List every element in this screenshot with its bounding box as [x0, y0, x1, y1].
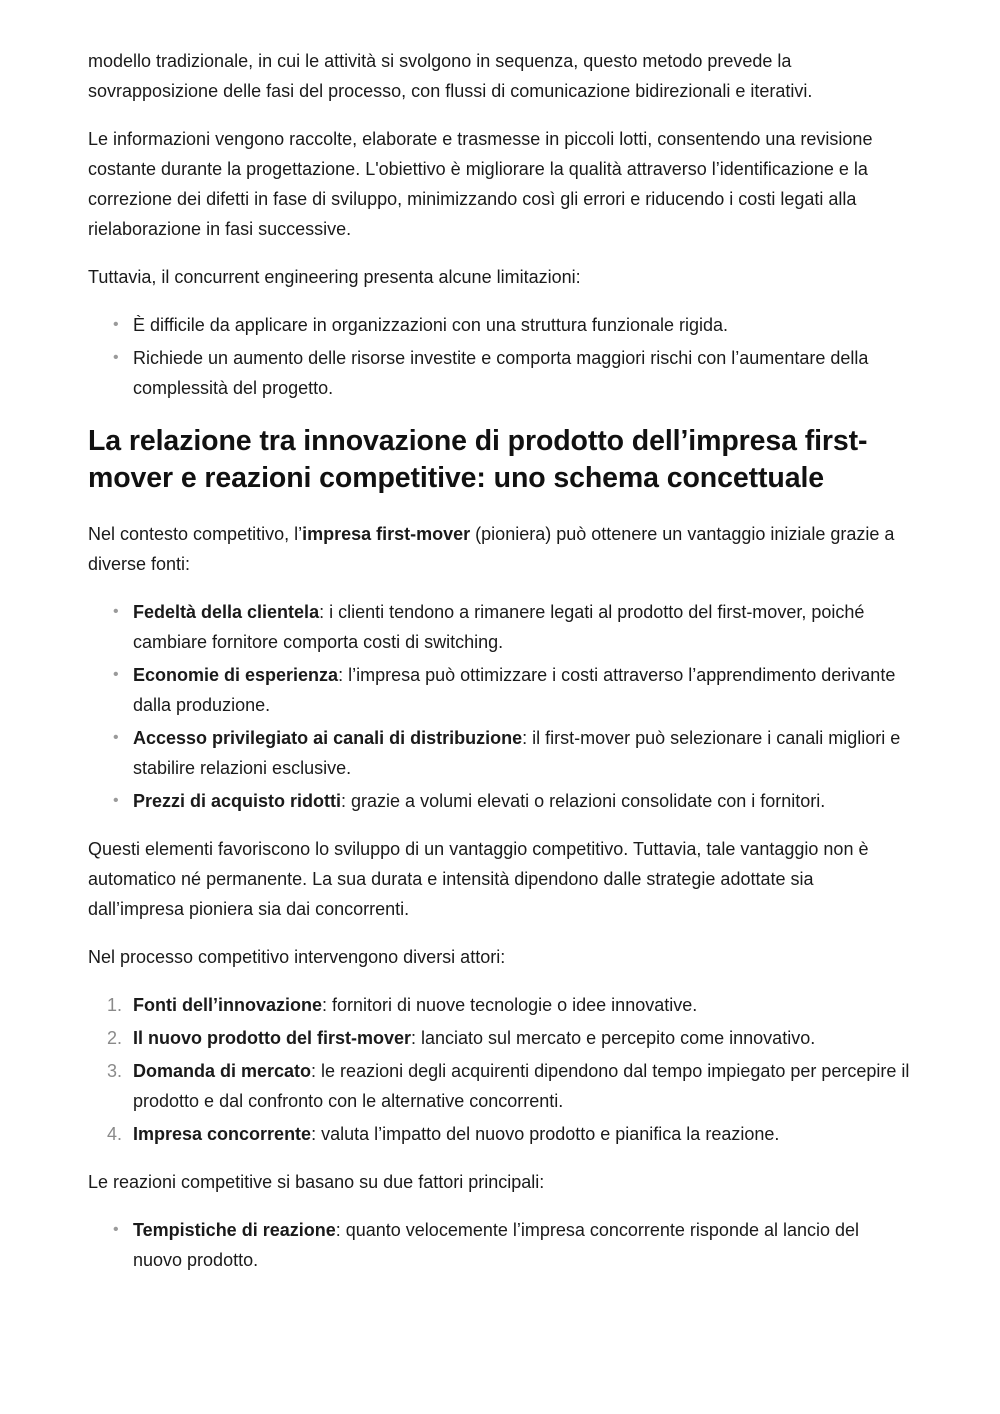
list-number: 3. — [107, 1061, 123, 1081]
list-number: 2. — [107, 1028, 123, 1048]
list-item: • È difficile da applicare in organizzazioni con una struttura funzionale rigida. — [133, 310, 912, 340]
bold-term: Impresa concorrente — [133, 1124, 312, 1144]
item-text: : le reazioni degli acquirenti dipendono dal tempo impiegato per percepire il prodotto e dal confronto con le alternative concorrenti. — [133, 1061, 910, 1111]
paragraph-limitations-intro: Tuttavia, il concurrent engineering presenta alcune limitazioni: — [88, 267, 581, 287]
paragraph-first-mover — [88, 519, 912, 579]
item-text: : fornitori di nuove tecnologie o idee innovative. — [322, 995, 698, 1015]
bold-term: Economie di esperienza — [133, 665, 339, 685]
paragraph-intro-model: modello tradizionale, in cui le attività si svolgono in sequenza, questo metodo prevede la sovrapposizione delle fasi del processo, con flussi di comunicazione bidirezionali e iterativi. — [88, 51, 813, 101]
bold-term: impresa first-mover — [302, 524, 471, 544]
factors-list — [88, 1215, 912, 1275]
list-item — [133, 660, 912, 720]
list-item — [133, 723, 912, 783]
item-text: : grazie a volumi elevati o relazioni consolidate con i fornitori. — [341, 791, 826, 811]
item-text: : i clienti tendono a rimanere legati al prodotto del first-mover, poiché cambiare fornitore comporta costi di switching. — [133, 602, 865, 652]
paragraph-information-batches: Le informazioni vengono raccolte, elaborate e trasmesse in piccoli lotti, consentendo una revisione costante durante la progettazione. L'obiettivo è migliorare la qualità attraverso l’identificazione e la correzione dei difetti in fase di sviluppo, minimizzando così gli errori e riducendo i costi legati alla rielaborazione in fasi successive. — [88, 129, 873, 239]
item-text: : l’impresa può ottimizzare i costi attraverso l’apprendimento derivante dalla produzione. — [133, 665, 896, 715]
limitations-list — [88, 310, 912, 403]
list-item: • Richiede un aumento delle risorse investite e comporta maggiori rischi con l’aumentare della complessità del progetto. — [133, 343, 912, 403]
list-item — [133, 597, 912, 657]
list-number: 1. — [107, 995, 123, 1015]
text-run: (pioniera) può ottenere un vantaggio iniziale grazie a diverse fonti: — [88, 524, 895, 574]
list-item — [107, 1023, 912, 1053]
item-text: : lanciato sul mercato e percepito come innovativo. — [411, 1028, 816, 1048]
item-text: : il first-mover può selezionare i canali migliori e stabilire relazioni esclusive. — [133, 728, 901, 778]
list-item — [133, 786, 912, 816]
sources-list — [88, 597, 912, 816]
bold-term: Fonti dell’innovazione — [133, 995, 322, 1015]
paragraph-factors-intro: Le reazioni competitive si basano su due fattori principali: — [88, 1172, 545, 1192]
bold-term: Prezzi di acquisto ridotti — [133, 791, 342, 811]
item-text: : valuta l’impatto del nuovo prodotto e pianifica la reazione. — [311, 1124, 780, 1144]
section-heading: La relazione tra innovazione di prodotto dell’impresa first-mover e reazioni competitive: uno schema concettuale — [88, 425, 868, 494]
list-number: 4. — [107, 1124, 123, 1144]
bold-term: Tempistiche di reazione — [133, 1220, 336, 1240]
text-run: Nel contesto competitivo, l’ — [88, 524, 303, 544]
list-item — [107, 990, 912, 1020]
list-item — [133, 1215, 912, 1275]
bold-term: Il nuovo prodotto del first-mover — [133, 1028, 411, 1048]
item-text: : quanto velocemente l’impresa concorrente risponde al lancio del nuovo prodotto. — [133, 1220, 860, 1270]
paragraph-actors-intro: Nel processo competitivo intervengono diversi attori: — [88, 947, 506, 967]
bold-term: Fedeltà della clientela — [133, 602, 320, 622]
bold-term: Domanda di mercato — [133, 1061, 312, 1081]
paragraph-advantage: Questi elementi favoriscono lo sviluppo di un vantaggio competitivo. Tuttavia, tale vantaggio non è automatico né permanente. La sua durata e intensità dipendono dalle strategie adottate sia dall’impresa pioniera sia dai concorrenti. — [88, 839, 869, 919]
bold-term: Accesso privilegiato ai canali di distribuzione — [133, 728, 523, 748]
actors-list — [88, 990, 912, 1149]
list-item — [107, 1119, 912, 1149]
list-item — [107, 1056, 912, 1116]
